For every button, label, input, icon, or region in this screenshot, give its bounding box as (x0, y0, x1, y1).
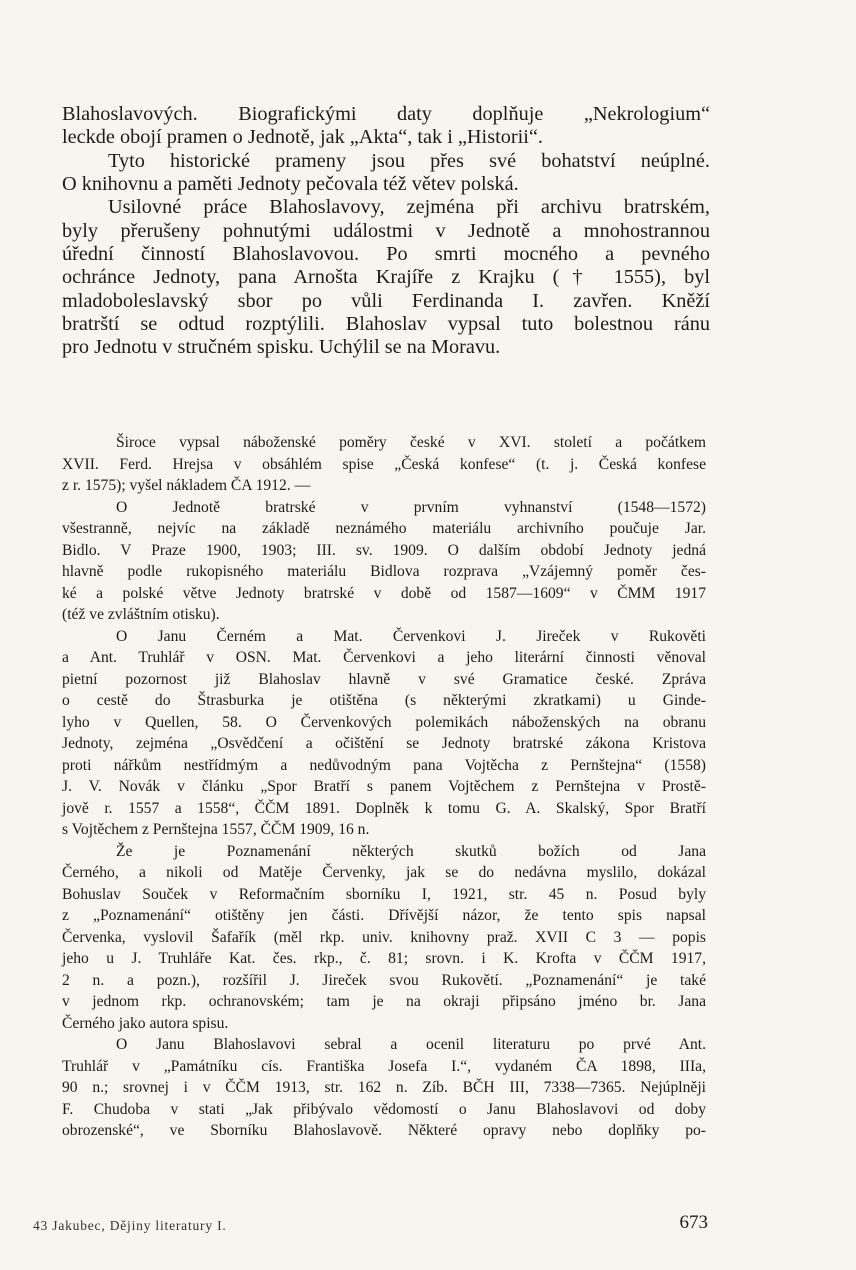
text-line: pro Jednotu v stručném spisku. Uchýlil se na Moravu. (62, 336, 501, 359)
note-line: z „Poznamenání“ otištěny jen části. Dřívější názor, že tento spis napsal (62, 907, 706, 924)
note-line: a Ant. Truhlář v OSN. Mat. Červenkovi a jeho literární činnosti věnoval (62, 649, 706, 666)
note-line: Černého jako autora spisu. (62, 1014, 229, 1032)
note-line: proti nářkům nestřídmým a nedůvodným pana Vojtěcha z Pernštejna“ (1558) (62, 756, 706, 774)
text-line: byly přerušeny pohnutými událostmi v Jednotě a mnohostrannou (62, 219, 710, 242)
note-line: o cestě do Štrasburka je otištěna (s některými zkratkami) u Ginde- (62, 692, 706, 709)
text-line: úřední činností Blahoslavovou. Po smrti mocného a pevného (62, 243, 710, 266)
text-line: Usilovné práce Blahoslavovy, zejména při archivu bratrském, (108, 196, 710, 219)
page-number: 673 (679, 1212, 708, 1233)
note-line: ké a polské větve Jednoty bratrské v době od 1587—1609“ v ČMM 1917 (62, 584, 706, 602)
note-line: všestranně, nejvíc na základě neznámého materiálu archivního poučuje Jar. (62, 520, 706, 537)
note-line: O Janu Černém a Mat. Červenkovi J. Jireček v Rukověti (116, 627, 706, 645)
note-line: jově r. 1557 a 1558“, ČČM 1891. Doplněk k tomu G. A. Skalský, Spor Bratří (62, 799, 706, 817)
text-line: ochránce Jednoty, pana Arnošta Krajíře z Krajku († 1555), byl (62, 266, 710, 289)
note-line: XVII. Ferd. Hrejsa v obsáhlém spise „Česká konfese“ (t. j. Česká konfese (62, 455, 706, 473)
text-line: leckde obojí pramen o Jednotě, jak „Akta“, tak i „Historii“. (62, 126, 543, 149)
note-line: Bohuslav Souček v Reformačním sborníku I, 1921, str. 45 n. Posud byly (62, 885, 706, 903)
note-line: (též ve zvláštním otisku). (62, 606, 220, 623)
note-line: Jednoty, zejména „Osvědčení a očištění se Jednoty bratrské zákona Kristova (62, 735, 706, 752)
text-line: Tyto historické prameny jsou přes své bohatství neúplné. (108, 149, 710, 172)
note-line: hlavně podle rukopisného materiálu Bidlova rozprava „Vzájemný poměr čes- (62, 563, 706, 580)
note-line: F. Chudoba v stati „Jak přibývalo vědomostí o Janu Blahoslavovi od doby (62, 1100, 706, 1118)
note-line: 90 n.; srovnej i v ČČM 1913, str. 162 n. Zíb. BČH III, 7338—7365. Nejúplněji (62, 1079, 706, 1096)
text-line: mladoboleslavský sbor po vůli Ferdinanda I. zavřen. Kněží (62, 289, 710, 312)
printer-signature: 43 Jakubec, Dějiny literatury I. (33, 1218, 227, 1233)
note-line: v jednom rkp. ochranovském; tam je na okraji připsáno jméno br. Jana (62, 993, 706, 1010)
note-line: Červenka, vyslovil Šafařík (měl rkp. univ. knihovny praž. XVII C 3 — popis (62, 928, 706, 946)
note-line: jeho u J. Truhláře Kat. čes. rkp., č. 81; srovn. i K. Krofta v ČČM 1917, (62, 950, 706, 967)
note-line: Bidlo. V Praze 1900, 1903; III. sv. 1909. O dalším období Jednoty jedná (62, 541, 706, 559)
note-line: s Vojtěchem z Pernštejna 1557, ČČM 1909, 16 n. (62, 821, 370, 838)
note-line: Truhlář v „Památníku cís. Františka Josefa I.“, vydaném ČA 1898, IIIa, (62, 1057, 706, 1075)
notes-block (62, 432, 706, 1142)
note-line: 2 n. a pozn.), rozšířil J. Jireček svou Rukovětí. „Poznamenání“ je také (62, 971, 706, 989)
note-line: z r. 1575); vyšel nákladem ČA 1912. — (62, 477, 311, 494)
note-line: J. V. Novák v článku „Spor Bratří s panem Vojtěchem z Pernštejna v Prostě- (62, 778, 706, 795)
note-line: Černého, a nikoli od Matěje Červenky, jak se do nedávna myslilo, dokázal (62, 864, 706, 881)
text-line: Blahoslavových. Biografickými daty doplňuje „Nekrologium“ (62, 103, 710, 125)
text-line: bratrští se odtud rozptýlili. Blahoslav vypsal tuto bolestnou ránu (62, 313, 710, 336)
note-line: O Janu Blahoslavovi sebral a ocenil literaturu po prvé Ant. (116, 1036, 706, 1053)
note-line: O Jednotě bratrské v prvním vyhnanství (1548—1572) (116, 498, 706, 516)
note-line: obrozenské“, ve Sborníku Blahoslavově. Některé opravy nebo doplňky po- (62, 1122, 706, 1139)
main-text-block (62, 103, 710, 360)
note-line: pietní pozornost již Blahoslav hlavně v své Gramatice české. Zpráva (62, 670, 706, 688)
text-line: O knihovnu a paměti Jednoty pečovala též větev polská. (62, 173, 519, 196)
note-line: Že je Poznamenání některých skutků božích od Jana (116, 842, 706, 860)
note-line: lyho v Quellen, 58. O Červenkových polemikách náboženských na obranu (62, 713, 706, 731)
note-line: Široce vypsal náboženské poměry české v XVI. století a počátkem (116, 434, 706, 451)
